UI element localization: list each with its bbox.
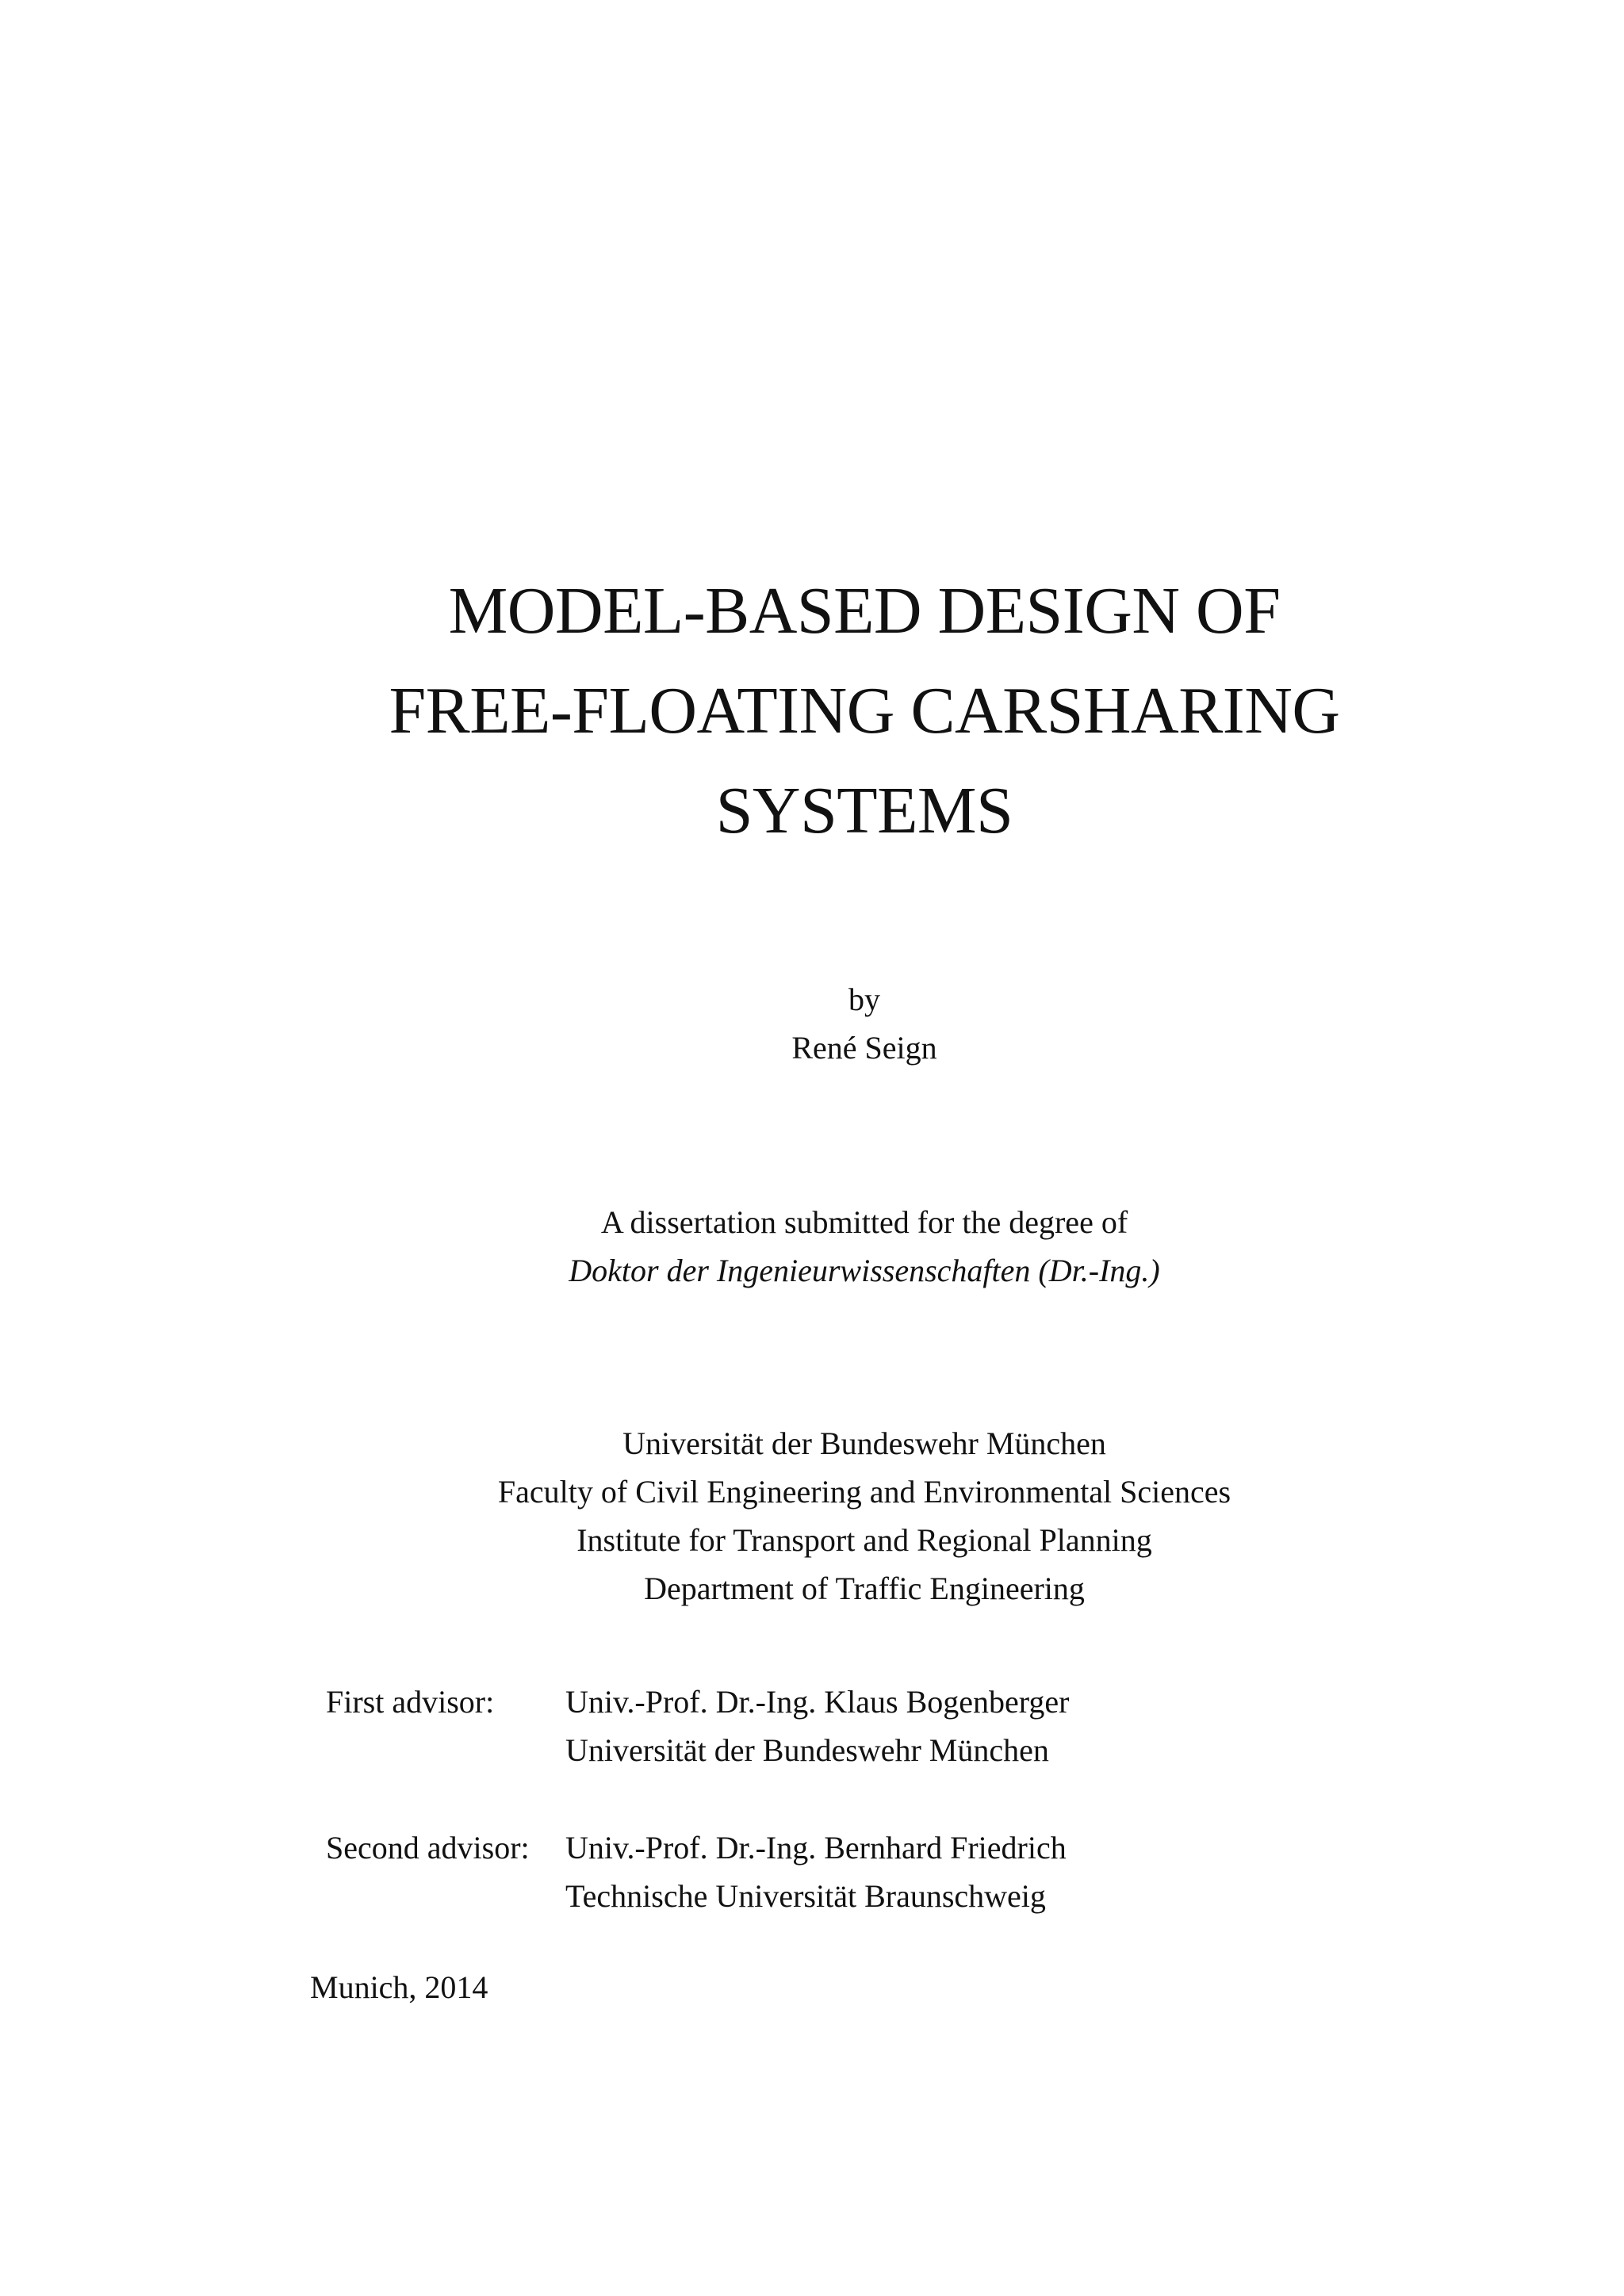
first-advisor-block: [0, 1678, 1624, 1781]
department-name: Department of Traffic Engineering: [644, 1571, 1085, 1606]
author-block: [0, 975, 1624, 1072]
title-line-1: MODEL-BASED DESIGN OF: [448, 574, 1281, 648]
second-advisor-block: [0, 1823, 1624, 1927]
degree-name: Doktor der Ingenieurwissenschaften (Dr.-Ing.): [569, 1253, 1160, 1288]
second-advisor-institution: Technische Universität Braunschweig: [565, 1878, 1046, 1914]
first-advisor-label: First advisor:: [326, 1684, 495, 1720]
title-line-2: FREE-FLOATING CARSHARING: [389, 674, 1340, 748]
first-advisor-details: [565, 1678, 1069, 1774]
author-name: René Seign: [791, 1030, 937, 1066]
faculty-name: Faculty of Civil Engineering and Environmental Sciences: [497, 1474, 1231, 1510]
second-advisor-name: Univ.-Prof. Dr.-Ing. Bernhard Friedrich: [565, 1830, 1067, 1866]
degree-block: [0, 1198, 1624, 1295]
affiliation-block: [0, 1419, 1624, 1613]
second-advisor-details: [565, 1823, 1067, 1920]
dissertation-title: [0, 561, 1624, 861]
second-advisor-label: Second advisor:: [326, 1830, 530, 1866]
first-advisor-name: Univ.-Prof. Dr.-Ing. Klaus Bogenberger: [565, 1684, 1070, 1720]
university-name: Universität der Bundeswehr München: [622, 1425, 1106, 1461]
by-label: by: [848, 982, 880, 1017]
title-line-3: SYSTEMS: [715, 774, 1013, 848]
degree-intro: A dissertation submitted for the degree of: [600, 1204, 1128, 1240]
place-and-date: Munich, 2014: [310, 1969, 488, 2005]
institute-name: Institute for Transport and Regional Planning: [576, 1522, 1152, 1558]
first-advisor-institution: Universität der Bundeswehr München: [565, 1732, 1049, 1768]
